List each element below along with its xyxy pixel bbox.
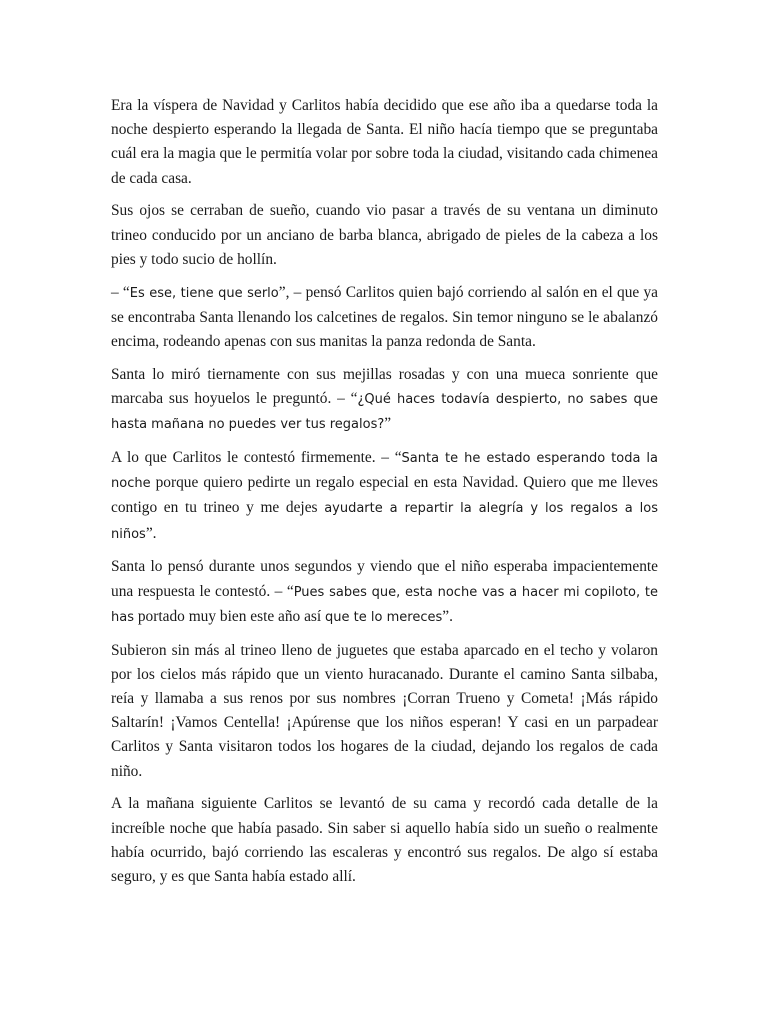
text-run: – “ — [111, 283, 130, 301]
dialogue-run: ayudarte a repartir la alegría y los regalos a los niños — [111, 501, 659, 542]
text-run: ”. — [145, 524, 157, 542]
text-run: ”, – pensó Carlitos quien bajó corriendo al salón en el que ya se encontraba Santa llenando los calcetines de regalos. Sin temor ninguno se le abalanzó encima, rodeando apenas con sus manitas la panza redonda de Santa. — [111, 283, 659, 351]
paragraph — [111, 639, 658, 784]
paragraph — [111, 199, 658, 272]
text-run: Santa lo pensó durante unos segundos y viendo que el niño esperaba impacientemente una respuesta le contestó. – “ — [111, 558, 658, 600]
document-body — [111, 94, 658, 898]
paragraph — [111, 363, 658, 438]
text-run: Subieron sin más al trineo lleno de juguetes que estaba aparcado en el techo y volaron por los cielos más rápido que un viento huracanado. Durante el camino Santa silbaba, reía y llamaba a sus renos por sus nombres ¡Corran Trueno y Cometa! ¡Más rápido Saltarín! ¡Vamos Centella! ¡Apúrense que los niños esperan! Y casi en un parpadear Carlitos y Santa visitaron todos los hogares de la ciudad, dejando los regalos de cada niño. — [111, 641, 658, 780]
text-run: A lo que Carlitos le contestó firmemente. – “ — [111, 449, 402, 467]
paragraph — [111, 281, 658, 355]
text-run: Era la víspera de Navidad y Carlitos había decidido que ese año iba a quedarse toda la noche despierto esperando la llegada de Santa. El niño hacía tiempo que se preguntaba cuál era la magia que le permitía volar por sobre toda la ciudad, visitando cada chimenea de cada casa. — [111, 97, 658, 187]
text-run: Sus ojos se cerraban de sueño, cuando vio pasar a través de su ventana un diminuto trineo conducido por un anciano de barba blanca, abrigado de pieles de la cabeza a los pies y todo sucio de hollín. — [111, 202, 658, 268]
text-run: A la mañana siguiente Carlitos se levantó de su cama y recordó cada detalle de la increíble noche que había pasado. Sin saber si aquello había sido un sueño o realmente había ocurrido, bajó corriendo las escaleras y encontró sus regalos. De algo sí estaba seguro, y es que Santa había estado allí. — [111, 795, 658, 886]
text-run: porque quiero pedirte un regalo especial en esta Navidad. Quiero que me lleves contigo en tu trineo y me dejes — [111, 474, 658, 517]
paragraph — [111, 94, 658, 191]
text-run: portado muy bien este año así — [133, 607, 326, 625]
paragraph — [111, 792, 658, 889]
dialogue-run: que te lo mereces — [325, 609, 443, 625]
text-run: Santa lo miró tiernamente con sus mejillas rosadas y con una mueca sonriente que marcaba sus hoyuelos le preguntó. – “ — [111, 365, 658, 408]
text-run: ” — [384, 415, 392, 433]
dialogue-run: Santa te he estado esperando toda la noche — [111, 451, 659, 492]
paragraph — [111, 446, 658, 547]
dialogue-run: ¿Qué haces todavía despierto, no sabes que hasta mañana no puedes ver tus regalos? — [111, 392, 659, 433]
text-run: ”. — [442, 607, 453, 625]
dialogue-run: Pues sabes que, esta noche vas a hacer mi copiloto, te has — [111, 584, 658, 625]
paragraph — [111, 555, 658, 630]
dialogue-run: Es ese, tiene que serlo — [129, 285, 279, 301]
